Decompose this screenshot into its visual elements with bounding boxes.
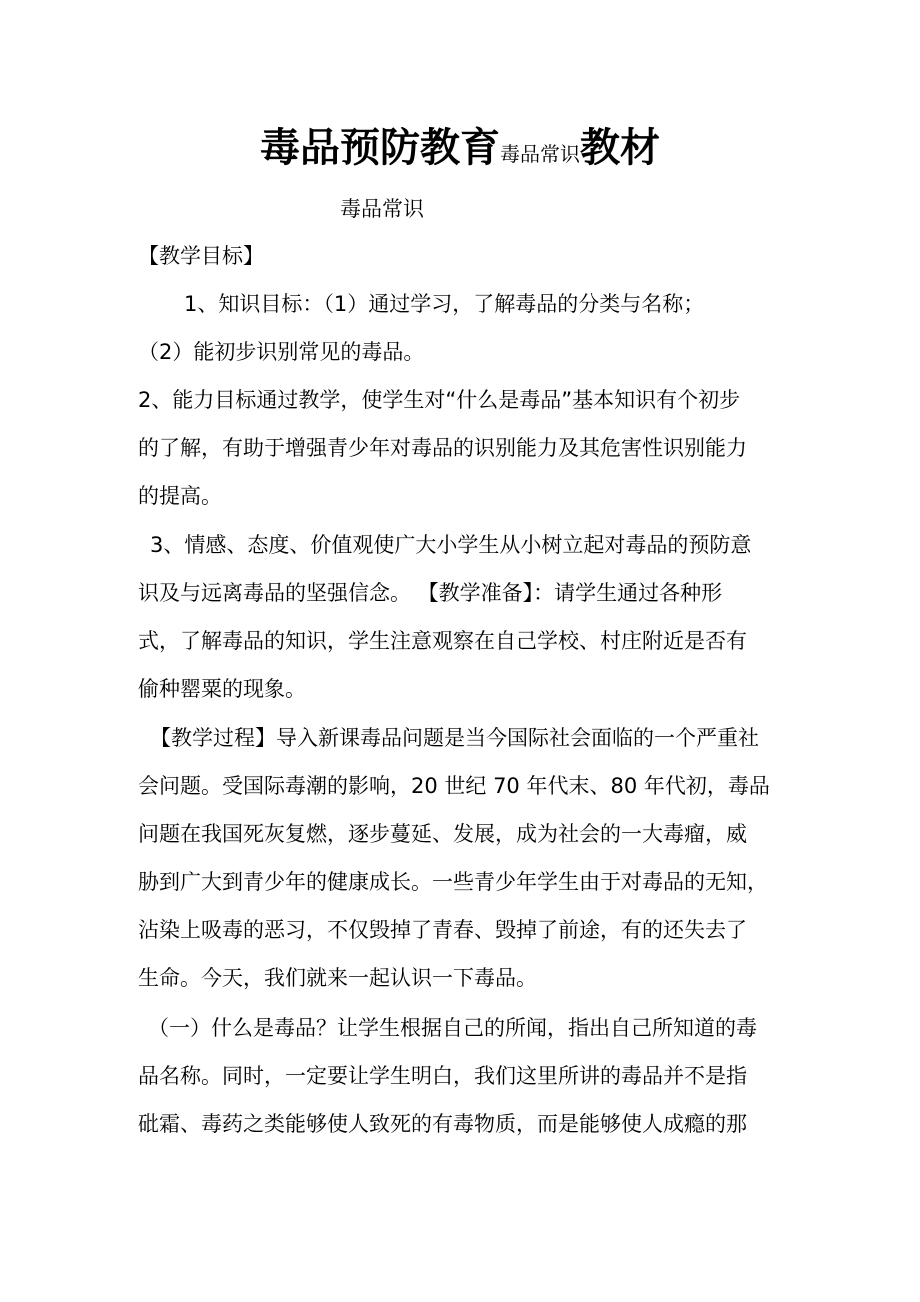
text-line: 识及与远离毒品的坚强信念。 【教学准备】：请学生通过各种形 [138, 581, 723, 605]
text-line: 3、情感、态度、价值观使广大小学生从小树立起对毒品的预防意 [150, 533, 752, 557]
text-line: （一）什么是毒品？让学生根据自己的所闻，指出自己所知道的毒 [148, 1016, 757, 1040]
text-line: 的提高。 [138, 484, 222, 508]
title-small: 毒品常识 [500, 142, 580, 166]
text-line: 2、能力目标通过教学，使学生对“什么是毒品”基本知识有个初步 [138, 388, 741, 412]
text-line: 【教学目标】 [138, 244, 264, 268]
text-line: 1、知识目标：（1）通过学习，了解毒品的分类与名称； [184, 292, 705, 316]
title-main: 毒品预防教育 [260, 125, 500, 171]
document-subtitle: 毒品常识 [340, 197, 424, 221]
text-line: 会问题。受国际毒潮的影响，20 世纪 70 年代末、80 年代初，毒品 [138, 774, 770, 798]
text-line: 的了解，有助于增强青少年对毒品的识别能力及其危害性识别能力 [138, 436, 747, 460]
text-line: 砒霜、毒药之类能够使人致死的有毒物质，而是能够使人成瘾的那 [138, 1112, 747, 1136]
title-end: 教材 [580, 125, 660, 171]
text-line: 品名称。同时，一定要让学生明白，我们这里所讲的毒品并不是指 [138, 1064, 747, 1088]
text-line: 胁到广大到青少年的健康成长。一些青少年学生由于对毒品的无知， [138, 870, 768, 894]
text-line: （2）能初步识别常见的毒品。 [138, 340, 425, 364]
text-line: 生命。今天，我们就来一起认识一下毒品。 [138, 966, 537, 990]
text-line: 沾染上吸毒的恶习，不仅毁掉了青春、毁掉了前途，有的还失去了 [138, 918, 747, 942]
text-line: 问题在我国死灰复燃，逐步蔓延、发展，成为社会的一大毒瘤，威 [138, 822, 747, 846]
document-title [0, 122, 920, 180]
text-line: 偷种罂粟的现象。 [138, 677, 306, 701]
text-line: 式，了解毒品的知识，学生注意观察在自己学校、村庄附近是否有 [138, 629, 747, 653]
text-line: 【教学过程】导入新课毒品问题是当今国际社会面临的一个严重社 [150, 726, 759, 750]
